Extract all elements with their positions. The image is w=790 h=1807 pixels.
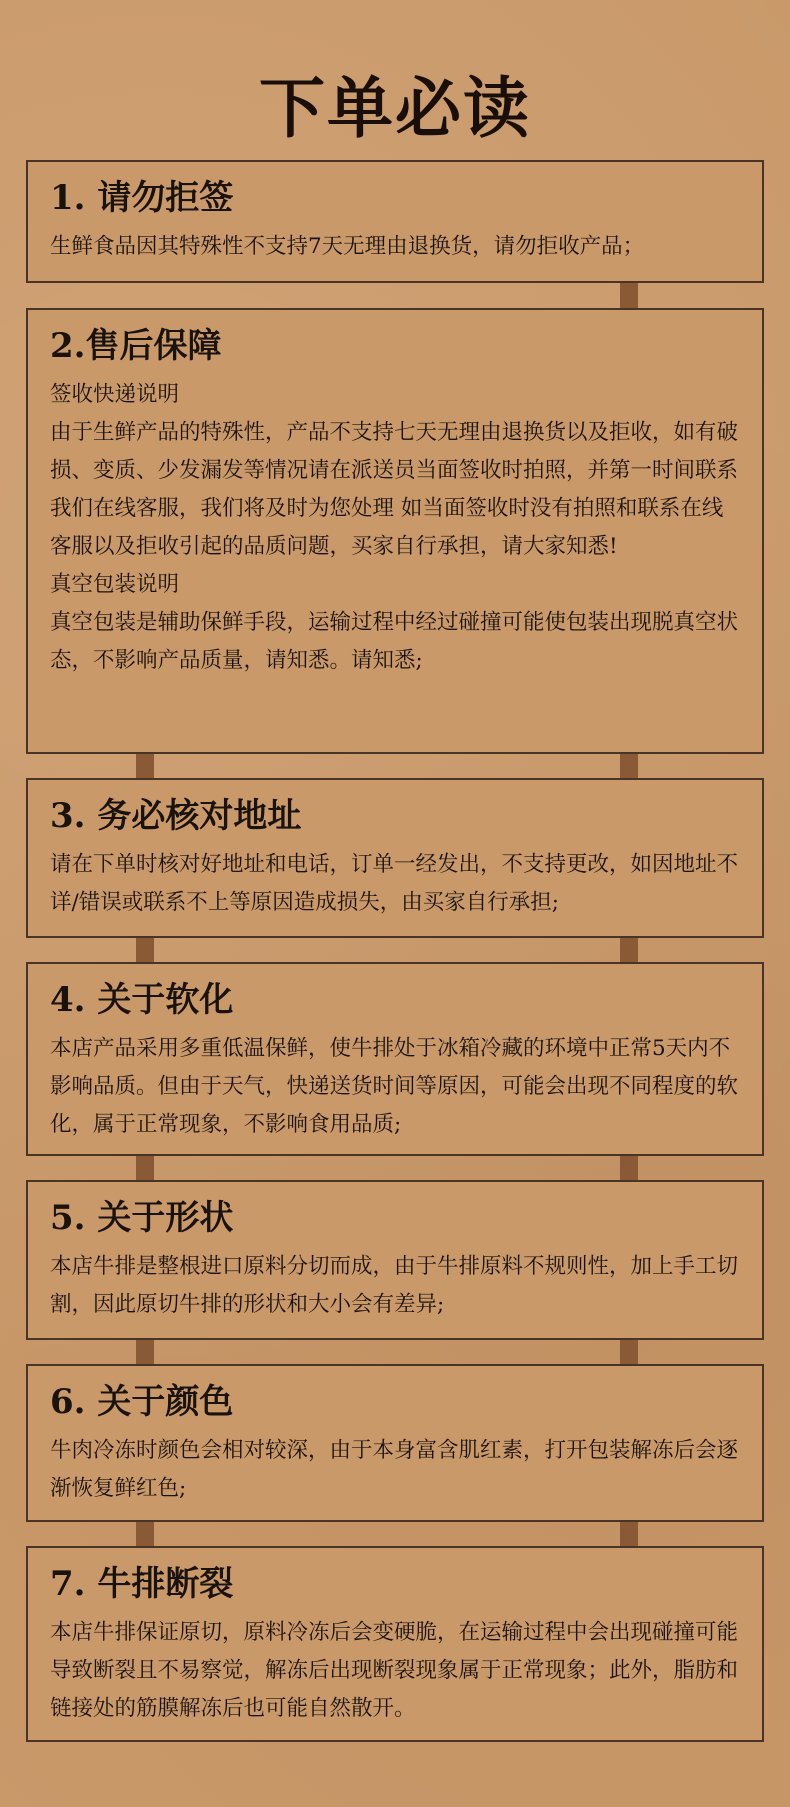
connector bbox=[136, 752, 154, 780]
subsection-heading: 签收快递说明 bbox=[50, 382, 180, 407]
connector bbox=[136, 1338, 154, 1366]
section-body: 生鲜食品因其特殊性不支持7天无理由退换货，请勿拒收产品； bbox=[50, 234, 645, 259]
connector bbox=[620, 282, 638, 310]
section-title: 3. 务必核对地址 bbox=[50, 796, 302, 836]
section-card-2 bbox=[26, 308, 764, 754]
section-title: 4. 关于软化 bbox=[50, 980, 234, 1020]
section-title: 6. 关于颜色 bbox=[50, 1382, 234, 1422]
section-body: 请在下单时核对好地址和电话，订单一经发出，不支持更改，如因地址不详/错误或联系不上等原因造成损失，由买家自行承担; bbox=[50, 852, 739, 915]
subsection-text: 由于生鲜产品的特殊性，产品不支持七天无理由退换货以及拒收，如有破损、变质、少发漏发等情况请在派送员当面签收时拍照，并第一时间联系我们在线客服，我们将及时为您处理 如当面签收时没有拍照和联系在线客服以及拒收引起的品质问题，买家自行承担，请大家知悉! bbox=[50, 420, 739, 559]
section-title: 1. 请勿拒签 bbox=[50, 178, 234, 218]
section-title: 2.售后保障 bbox=[50, 326, 222, 366]
section-card-7 bbox=[26, 1546, 764, 1742]
section-card-6 bbox=[26, 1364, 764, 1522]
section-body bbox=[50, 376, 740, 680]
section-card-5 bbox=[26, 1180, 764, 1340]
section-title: 5. 关于形状 bbox=[50, 1198, 234, 1238]
section-body: 本店产品采用多重低温保鲜，使牛排处于冰箱冷藏的环境中正常5天内不影响品质。但由于天气，快递送货时间等原因，可能会出现不同程度的软化，属于正常现象，不影响食用品质; bbox=[50, 1036, 739, 1137]
section-title: 7. 牛排断裂 bbox=[50, 1564, 234, 1604]
connector bbox=[620, 1154, 638, 1182]
subsection-text: 真空包装是辅助保鲜手段，运输过程中经过碰撞可能使包装出现脱真空状态，不影响产品质量，请知悉。请知悉; bbox=[50, 610, 739, 673]
subsection-heading: 真空包装说明 bbox=[50, 572, 180, 597]
connector bbox=[136, 936, 154, 964]
section-card-4 bbox=[26, 962, 764, 1156]
connector bbox=[620, 1338, 638, 1366]
connector bbox=[136, 1520, 154, 1548]
section-card-3 bbox=[26, 778, 764, 938]
connector bbox=[620, 1520, 638, 1548]
section-body: 本店牛排是整根进口原料分切而成，由于牛排原料不规则性，加上手工切割，因此原切牛排的形状和大小会有差异; bbox=[50, 1254, 739, 1317]
section-body: 本店牛排保证原切，原料冷冻后会变硬脆，在运输过程中会出现碰撞可能导致断裂且不易察觉，解冻后出现断裂现象属于正常现象；此外，脂肪和链接处的筋膜解冻后也可能自然散开。 bbox=[50, 1620, 739, 1721]
connector bbox=[620, 752, 638, 780]
page-title: 下单必读 bbox=[259, 69, 531, 147]
connector bbox=[620, 936, 638, 964]
section-card-1 bbox=[26, 160, 764, 283]
connector bbox=[136, 1154, 154, 1182]
section-body: 牛肉冷冻时颜色会相对较深，由于本身富含肌红素，打开包装解冻后会逐渐恢复鲜红色; bbox=[50, 1438, 739, 1501]
